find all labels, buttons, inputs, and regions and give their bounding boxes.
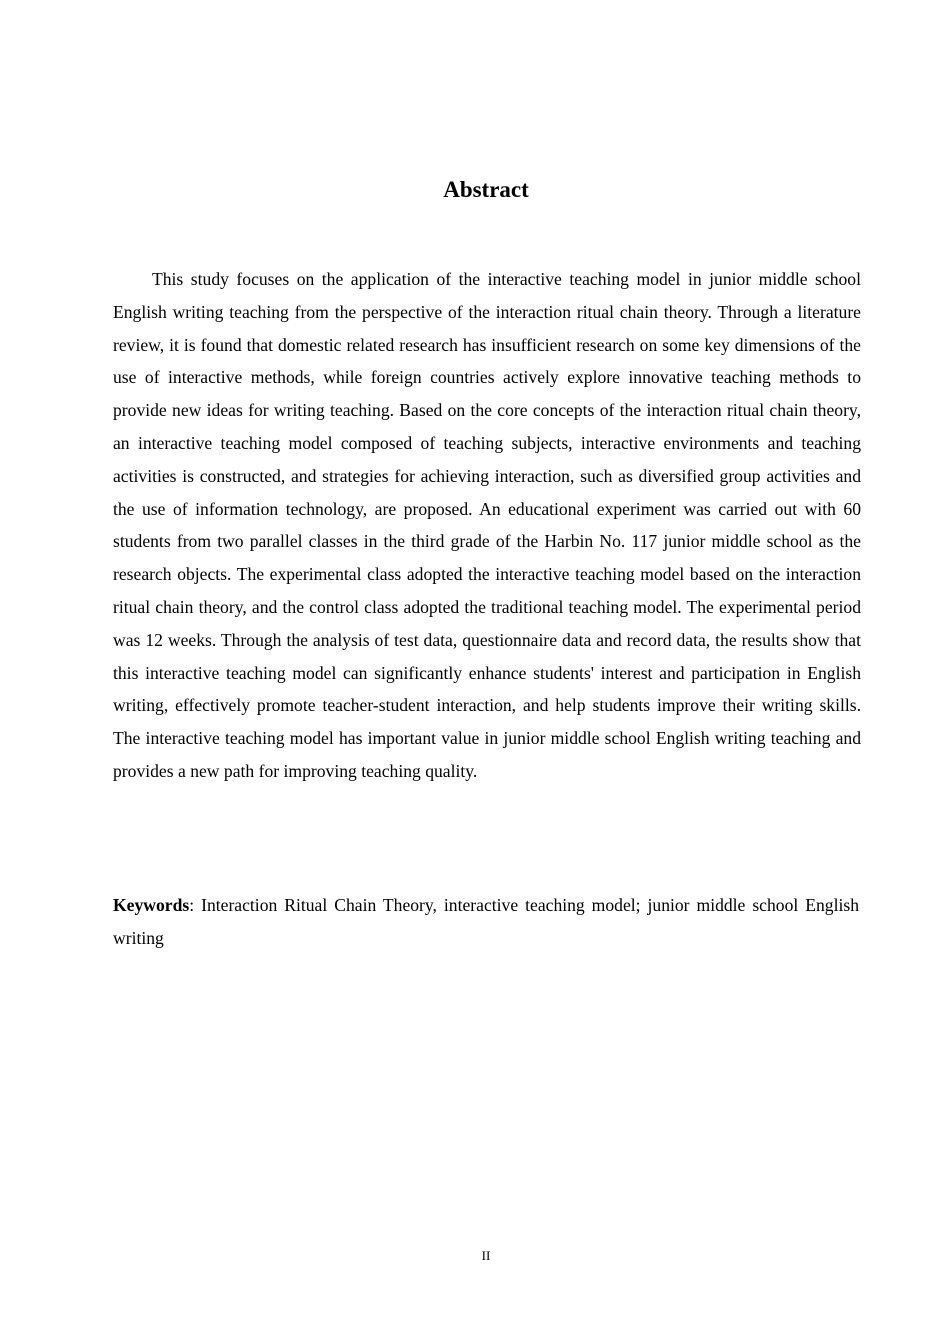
- page-title: Abstract: [443, 177, 529, 202]
- abstract-paragraph: This study focuses on the application of the interactive teaching model in junior middle school English writing teaching from the perspective of the interaction ritual chain theory. Through a literature review, it is found that domestic related research has insufficient research on some key dimensions of the use of interactive methods, while foreign countries actively explore innovative teaching methods to provide new ideas for writing teaching. Based on the core concepts of the interaction ritual chain theory, an interactive teaching model composed of teaching subjects, interactive environments and teaching activities is constructed, and strategies for achieving interaction, such as diversified group activities and the use of information technology, are proposed. An educational experiment was carried out with 60 students from two parallel classes in the third grade of the Harbin No. 117 junior middle school as the research objects. The experimental class adopted the interactive teaching model based on the interaction ritual chain theory, and the control class adopted the traditional teaching model. The experimental period was 12 weeks. Through the analysis of test data, questionnaire data and record data, the results show that this interactive teaching model can significantly enhance students' interest and participation in English writing, effectively promote teacher-student interaction, and help students improve their writing skills. The interactive teaching model has important value in junior middle school English writing teaching and provides a new path for improving teaching quality.: [113, 269, 861, 781]
- page-number: II: [481, 1248, 491, 1263]
- keywords-text: : Interaction Ritual Chain Theory, interactive teaching model; junior middle school English writing: [113, 895, 859, 948]
- keywords-label: Keywords: [113, 895, 190, 915]
- keywords-paragraph: [113, 889, 859, 954]
